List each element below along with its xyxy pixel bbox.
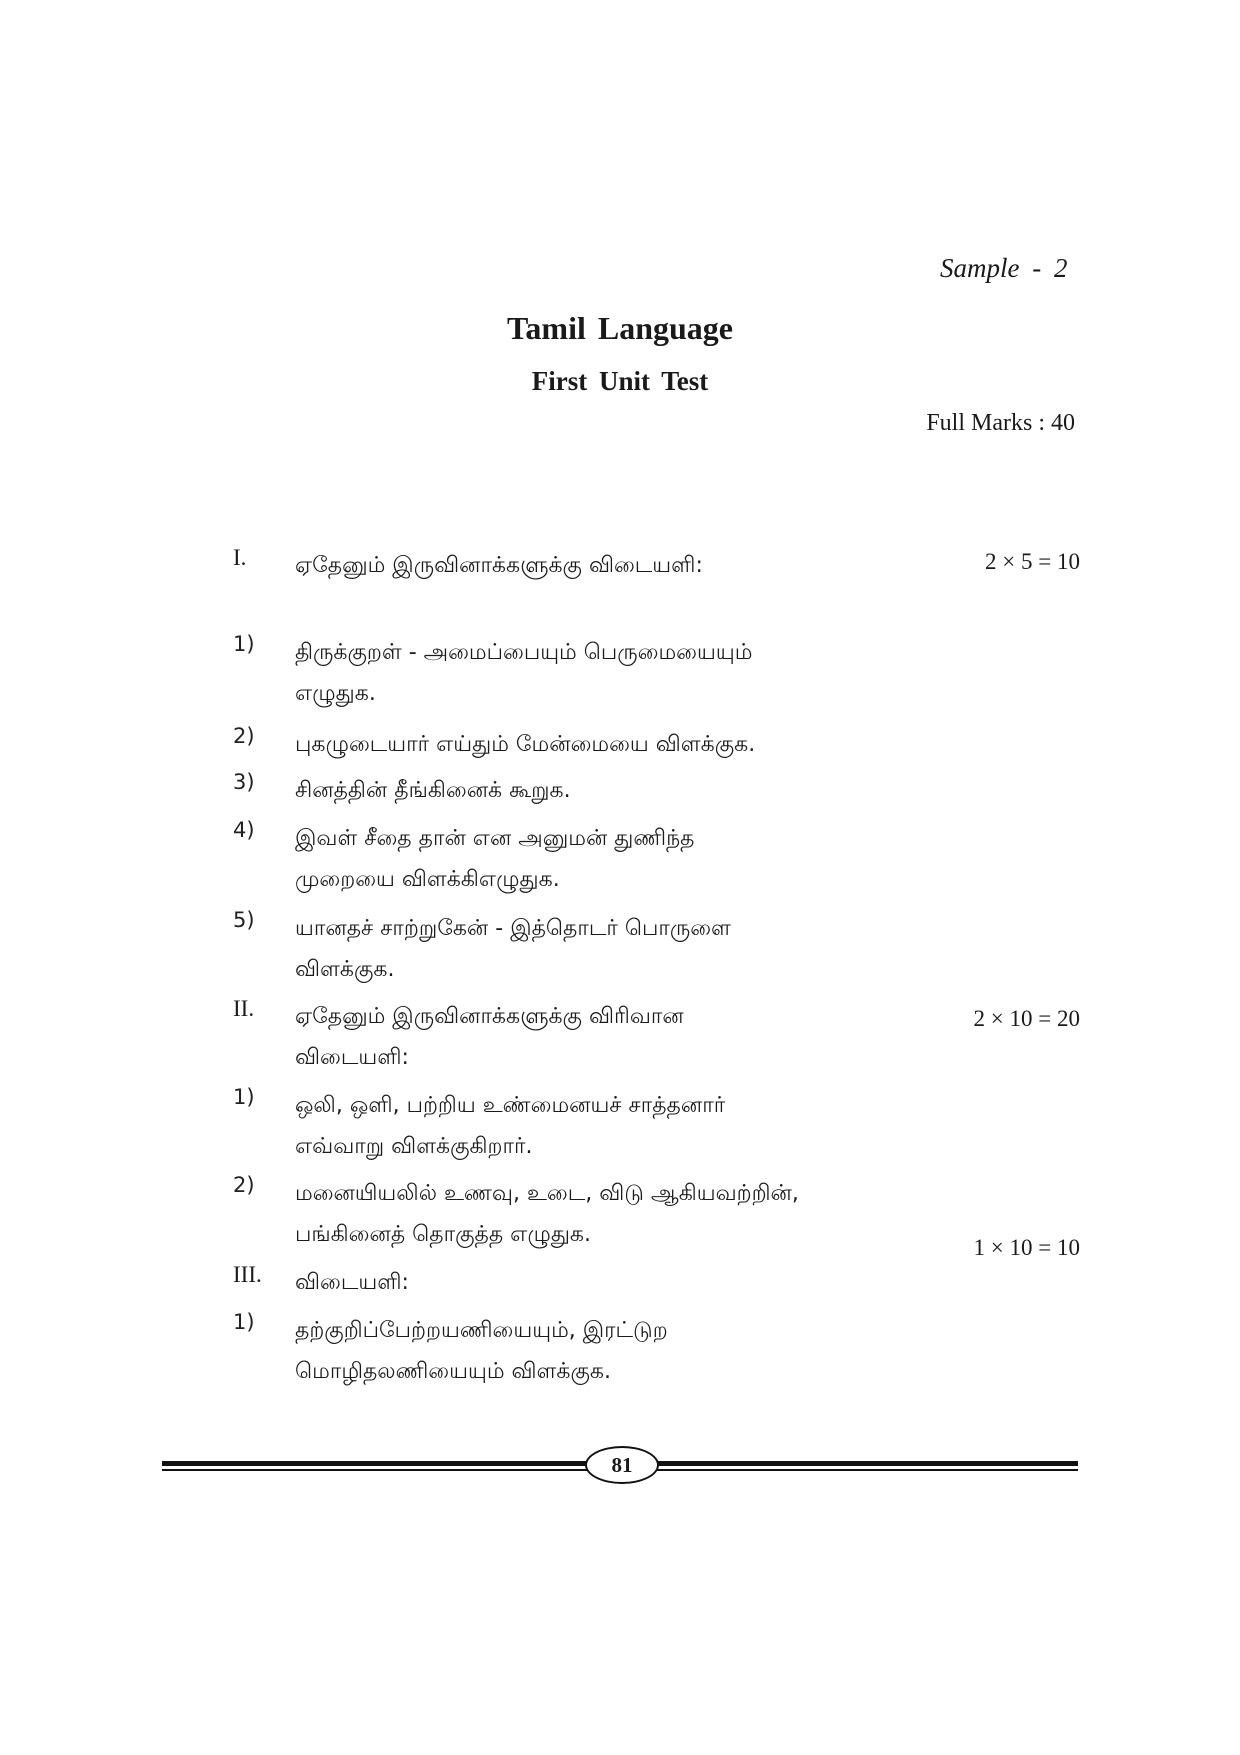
question-number: 2)	[233, 724, 255, 748]
question-line: புகழுடையார் எய்தும் மேன்மையை விளக்குக.	[295, 732, 756, 757]
question-line: சினத்தின் தீங்கினைக் கூறுக.	[295, 778, 571, 803]
page-number: 81	[585, 1446, 659, 1484]
question-text	[295, 1310, 945, 1392]
question-line: எழுதுக.	[295, 681, 376, 706]
question-number: 1)	[233, 1085, 255, 1109]
question-number: 4)	[233, 818, 255, 842]
section-instruction: விடையளி:	[295, 1270, 409, 1295]
section-marks: 2 × 10 = 20	[973, 1006, 1080, 1031]
instruction-line: ஏதேனும் இருவினாக்களுக்கு விரிவான	[295, 1004, 684, 1029]
question-line: விளக்குக.	[295, 957, 395, 982]
question-text	[295, 770, 945, 811]
question-number: 1)	[233, 632, 255, 656]
section-instruction: ஏதேனும் இருவினாக்களுக்கு விடையளி:	[295, 553, 703, 578]
question-line: திருக்குறள் - அமைப்பையும் பெருமையையும்	[295, 640, 753, 665]
question-number: 5)	[233, 908, 255, 932]
question-text	[295, 724, 945, 765]
question-line: மொழிதலணியையும் விளக்குக.	[295, 1359, 611, 1384]
question-line: தற்குறிப்பேற்றயணியையும், இரட்டுற	[295, 1318, 668, 1343]
question-number: 1)	[233, 1310, 255, 1334]
section-number: I.	[233, 545, 247, 570]
question-line: பங்கினைத் தொகுத்த எழுதுக.	[295, 1222, 591, 1247]
question-text	[295, 908, 945, 990]
document-subtitle: First Unit Test	[531, 366, 709, 396]
section-instruction	[295, 996, 945, 1078]
section-number: III.	[233, 1262, 262, 1287]
section-marks: 2 × 5 = 10	[985, 549, 1080, 574]
instruction-line: விடையளி:	[295, 1045, 409, 1070]
question-text	[295, 818, 945, 900]
question-line: யானதச் சாற்றுகேன் - இத்தொடர் பொருளை	[295, 916, 731, 941]
question-line: ஒலி, ஒளி, பற்றிய உண்மைனயச் சாத்தனார்	[295, 1093, 726, 1118]
question-number: 2)	[233, 1173, 255, 1197]
question-line: மனையியலில் உணவு, உடை, விடு ஆகியவற்றின்,	[295, 1181, 799, 1206]
question-text	[295, 632, 945, 714]
question-text	[295, 1085, 945, 1167]
section-marks: 1 × 10 = 10	[973, 1235, 1080, 1260]
question-line: முறையை விளக்கிஎழுதுக.	[295, 867, 560, 892]
question-line: எவ்வாறு விளக்குகிறார்.	[295, 1134, 533, 1159]
full-marks: Full Marks : 40	[926, 410, 1075, 436]
document-title: Tamil Language	[507, 310, 733, 346]
sample-label: Sample - 2	[940, 253, 1068, 283]
section-number: II.	[233, 996, 255, 1021]
question-text	[295, 1173, 945, 1255]
question-line: இவள் சீதை தான் என அனுமன் துணிந்த	[295, 826, 695, 851]
question-number: 3)	[233, 770, 255, 794]
